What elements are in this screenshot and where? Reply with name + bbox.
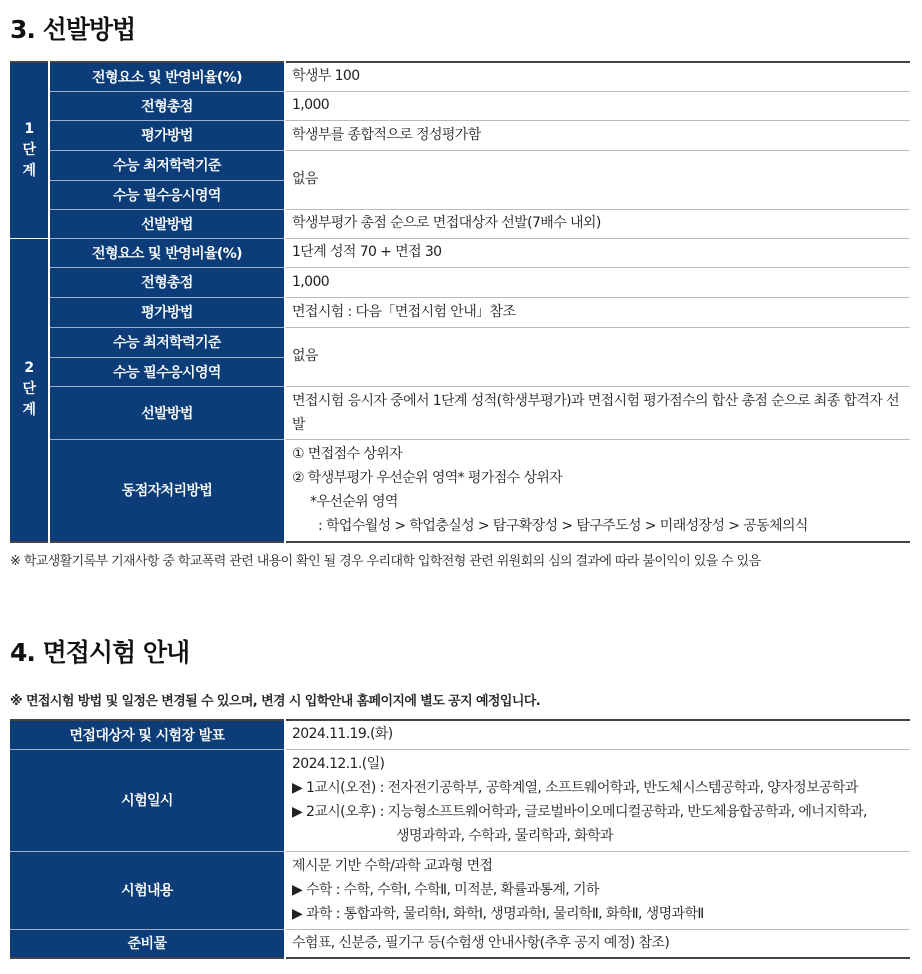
row-value: 면접시험 응시자 중에서 1단계 성적(학생부평가)과 면접시험 평가점수의 합산 총점 순으로 최종 합격자 선발 (285, 386, 910, 439)
row-label: 전형총점 (49, 91, 285, 120)
row-value: 없음 (285, 150, 910, 209)
row-label: 수능 필수응시영역 (49, 357, 285, 386)
row-label: 준비물 (10, 929, 285, 958)
stage2-label: 2 단 계 (10, 238, 49, 542)
row-label: 평가방법 (49, 120, 285, 150)
row-label: 시험일시 (10, 749, 285, 851)
row-label: 전형총점 (49, 267, 285, 297)
section4-title: 4. 면접시험 안내 (10, 638, 190, 667)
row-value: 면접시험 : 다음「면접시험 안내」참조 (285, 297, 910, 327)
row-value: 학생부 100 (285, 62, 910, 91)
row-label: 시험내용 (10, 851, 285, 929)
interview-table (10, 719, 910, 959)
row-label: 수능 최저학력기준 (49, 327, 285, 357)
exam-schedule: 2024.12.1.(일) ▶ 1교시(오전) : 전자전기공학부, 공학계열, 소프트웨어학과, 반도체시스템공학과, 양자정보공학과 ▶ 2교시(오후) : 지능형소프트웨어학과, 글로벌바이오메디컬공학과, 반도체융합공학과, 에너지학과, 생명과학과, 수학과, 물리학과, 화학과 (285, 749, 910, 851)
row-value: 학생부를 종합적으로 정성평가함 (285, 120, 910, 150)
tie-break-rules: ① 면접점수 상위자 ② 학생부평가 우선순위 영역* 평가점수 상위자 *우선순위 영역 : 학업수월성 > 학업충실성 > 탐구확장성 > 탐구주도성 > 미래성장성 > 공동체의식 (285, 439, 910, 542)
row-value: 없음 (285, 327, 910, 386)
row-label: 전형요소 및 반영비율(%) (49, 62, 285, 91)
row-label: 수능 필수응시영역 (49, 180, 285, 209)
row-label: 평가방법 (49, 297, 285, 327)
row-label: 수능 최저학력기준 (49, 150, 285, 180)
exam-content: 제시문 기반 수학/과학 교과형 면접 ▶ 수학 : 수학, 수학Ⅰ, 수학Ⅱ, 미적분, 확률과통계, 기하 ▶ 과학 : 통합과학, 물리학Ⅰ, 화학Ⅰ, 생명과학Ⅰ, 물리학Ⅱ, 화학Ⅱ, 생명과학Ⅱ (285, 851, 910, 929)
row-value: 수험표, 신분증, 필기구 등(수험생 안내사항(추후 공지 예정) 참조) (285, 929, 910, 958)
selection-method-table (10, 61, 910, 543)
row-label: 선발방법 (49, 209, 285, 238)
row-label: 면접대상자 및 시험장 발표 (10, 720, 285, 749)
row-value: 2024.11.19.(화) (285, 720, 910, 749)
stage1-label: 1 단 계 (10, 62, 49, 238)
row-label: 선발방법 (49, 386, 285, 439)
row-value: 1단계 성적 70 + 면접 30 (285, 238, 910, 267)
row-value: 1,000 (285, 267, 910, 297)
row-value: 1,000 (285, 91, 910, 120)
school-violence-note: ※ 학교생활기록부 기재사항 중 학교폭력 관련 내용이 확인 될 경우 우리대학 입학전형 관련 위원회의 심의 결과에 따라 불이익이 있을 수 있음 (10, 554, 761, 569)
change-notice: ※ 면접시험 방법 및 일정은 변경될 수 있으며, 변경 시 입학안내 홈페이지에 별도 공지 예정입니다. (10, 694, 541, 709)
row-label: 전형요소 및 반영비율(%) (49, 238, 285, 267)
section3-title: 3. 선발방법 (10, 15, 136, 44)
row-label: 동점자처리방법 (49, 439, 285, 542)
row-value: 학생부평가 총점 순으로 면접대상자 선발(7배수 내외) (285, 209, 910, 238)
